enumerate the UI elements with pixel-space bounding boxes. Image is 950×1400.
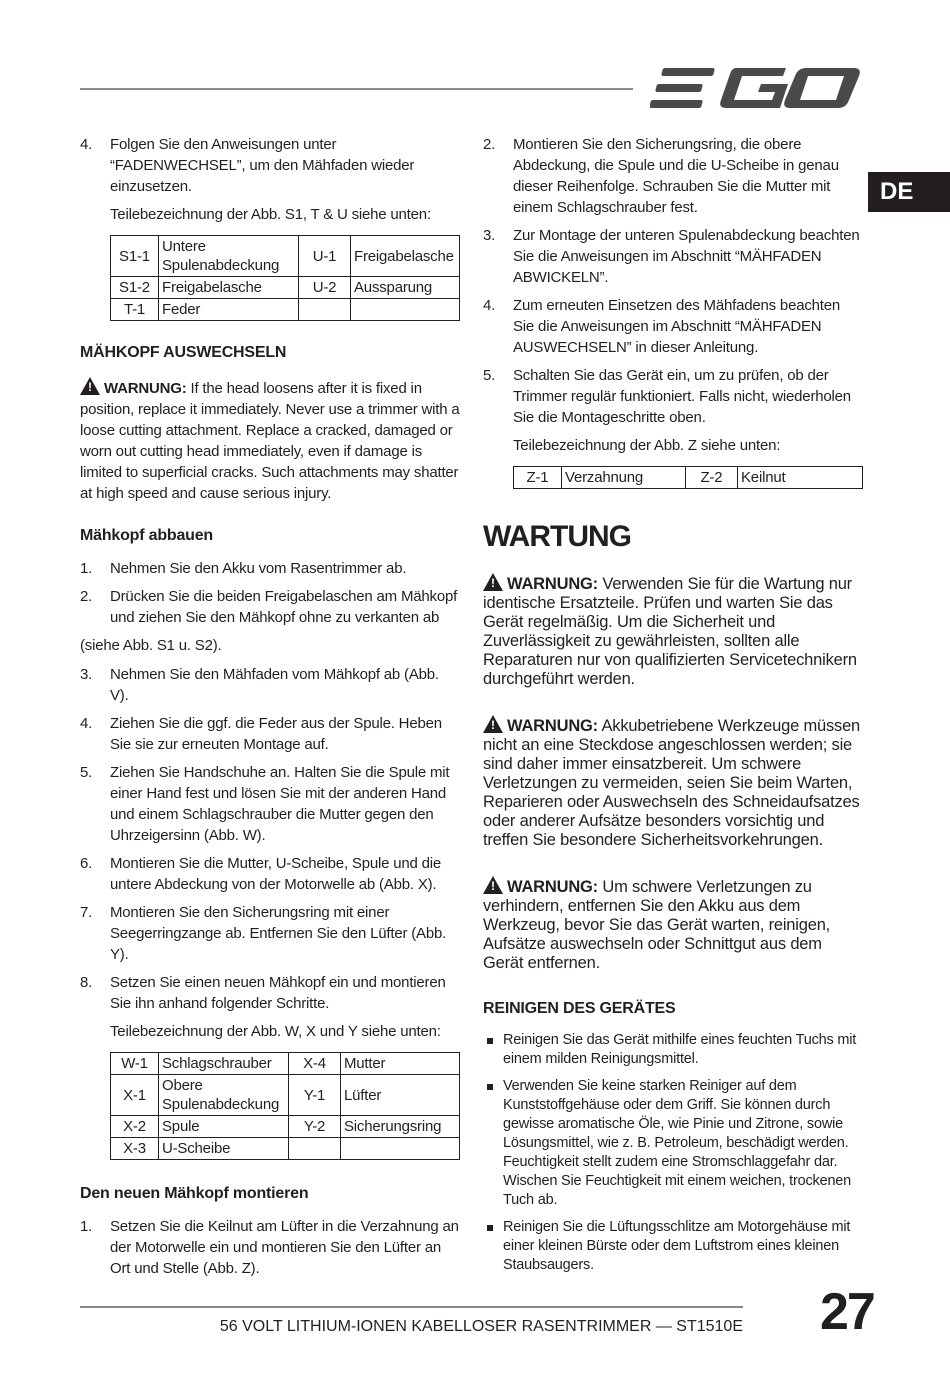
table-cell: Freigabelasche [159,277,299,299]
section-heading: REINIGEN DES GERÄTES [483,1000,676,1017]
sub-heading: Mähkopf abbauen [80,527,214,544]
list-item [80,558,460,579]
item-text: Ziehen Sie die ggf. die Feder aus der Spule. Heben Sie sie zur erneuten Montage auf. [110,715,442,753]
list-item [80,134,460,197]
table-cell: Obere Spulenabdeckung [159,1075,289,1116]
item-text: Montieren Sie den Sicherungsring, die obere Abdeckung, die Spule und die U-Scheibe in genau dieser Reihenfolge. Schrauben Sie die Mutter mit einem Schlagschrauber fest. [513,136,839,216]
parts-table-w-x-y [110,1052,460,1160]
table-cell: Untere Spulenabdeckung [159,236,299,277]
warning-icon: ! [80,377,100,395]
table-cell: X-3 [111,1138,159,1160]
warning-label: WARNUNG: [104,380,187,397]
list-item [80,972,460,1014]
table-caption: Teilebezeichnung der Abb. Z siehe unten: [513,437,781,454]
warning-label: WARNUNG: [507,717,598,735]
item-number: 4. [80,715,93,732]
table-caption: Teilebezeichnung der Abb. W, X und Y siehe unten: [110,1023,441,1040]
table-cell: U-2 [299,277,351,299]
item-text: Zum erneuten Einsetzen des Mähfadens beachten Sie die Anweisungen im Abschnitt “MÄHFADEN AUSWECHSELN” in dieser Anleitung. [513,297,841,356]
item-number: 1. [80,560,93,577]
sub-heading: Den neuen Mähkopf montieren [80,1185,309,1202]
list-item [80,853,460,895]
warning-label: WARNUNG: [507,878,598,896]
warning-text: If the head loosens after it is fixed in position, replace it immediately. Never use a trimmer with a loose cutting attachment. Replace a cracked, damaged or worn out cutting head immediately, even if damage is limited to superficial cracks. Such attachments may shatter at high speed and cause serious injury. [80,380,460,502]
table-cell: Schlagschrauber [159,1053,289,1075]
table-caption: Teilebezeichnung der Abb. S1, T & U siehe unten: [110,206,431,223]
item-number: 2. [80,588,93,605]
item-number: 3. [483,227,496,244]
warning-block [483,573,863,689]
table-cell [351,299,460,321]
table-cell: Keilnut [738,467,863,489]
list-item [483,134,863,218]
header-rule [80,88,633,90]
list-item [80,664,460,706]
warning-block [483,715,863,850]
table-cell: Spule [159,1116,289,1138]
table-cell [289,1138,341,1160]
list-item [80,713,460,755]
table-cell: Verzahnung [562,467,686,489]
item-text: Zur Montage der unteren Spulenabdeckung beachten Sie die Anweisungen im Abschnitt “MÄHFADEN ABWICKELN”. [513,227,860,286]
cleaning-list [483,1031,863,1275]
warning-text: Akkubetriebene Werkzeuge müssen nicht an eine Steckdose angeschlossen werden; sie sind daher immer einsatzbereit. Um schwere Verletzungen zu vermeiden, seien Sie beim Warten, Reparieren oder Auswechseln des Schneidaufsatzes oder anderer Aufsätze besonders vorsichtig und treffen Sie besondere Sicherheitsvorkehrungen. [483,717,861,849]
table-cell: Aussparung [351,277,460,299]
table-row [111,1075,460,1116]
section-title: WARTUNG [483,520,631,553]
ego-logo [650,64,862,112]
section-heading: MÄHKOPF AUSWECHSELN [80,344,287,361]
parts-table-z [513,466,863,489]
table-cell: Y-2 [289,1116,341,1138]
warning-text: Verwenden Sie für die Wartung nur identische Ersatzteile. Prüfen und warten Sie das Gerät regelmäßig. Um die Sicherheit und Zuverlässigkeit zu gewährleisten, sollten alle Reparaturen nur von qualifizierten Servicetechnikern durchgeführt werden. [483,575,857,688]
item-text: Schalten Sie das Gerät ein, um zu prüfen, ob der Trimmer regulär funktioniert. Falls nicht, wiederholen Sie die Montageschritte oben. [513,367,851,426]
table-row [111,1116,460,1138]
warning-icon: ! [483,715,503,733]
table-row [514,467,863,489]
warning-icon: ! [483,573,503,591]
table-cell: X-1 [111,1075,159,1116]
table-cell: S1-2 [111,277,159,299]
table-row [111,1053,460,1075]
table-cell: Lüfter [341,1075,460,1116]
language-tab: DE [868,172,950,212]
item-number: 3. [80,666,93,683]
right-column [483,134,863,1283]
item-text: Folgen Sie den Anweisungen unter “FADENWECHSEL”, um den Mähfaden wieder einzusetzen. [110,136,415,195]
warning-block [483,876,863,973]
list-item: Reinigen Sie das Gerät mithilfe eines feuchten Tuchs mit einem milden Reinigungsmittel. [483,1031,863,1069]
table-cell [341,1138,460,1160]
parts-table-s1-t-u [110,235,460,321]
item-text: Setzen Sie die Keilnut am Lüfter in die Verzahnung an der Motorwelle ein und montieren Sie den Lüfter an Ort und Stelle (Abb. Z). [110,1218,459,1277]
table-cell: S1-1 [111,236,159,277]
item-number: 5. [80,764,93,781]
item-number: 2. [483,136,496,153]
item-text: Montieren Sie den Sicherungsring mit einer Seegerringzange ab. Entfernen Sie den Lüfter (Abb. Y). [110,904,447,963]
table-cell: X-4 [289,1053,341,1075]
table-cell: Mutter [341,1053,460,1075]
table-cell: Z-2 [686,467,738,489]
list-item [483,225,863,288]
table-cell: U-1 [299,236,351,277]
item-text: Montieren Sie die Mutter, U-Scheibe, Spule und die untere Abdeckung von der Motorwelle ab (Abb. X). [110,855,442,893]
list-item: Verwenden Sie keine starken Reiniger auf dem Kunststoffgehäuse oder dem Griff. Sie können durch gewisse aromatische Öle, wie Pinie und Zitrone, sowie Lösungsmittel, wie z. B. Petroleum, beschädigt werden. Feuchtigkeit stellt zudem eine Stromschlaggefahr dar. Wischen Sie Feuchtigkeit mit einem weichen, trockenen Tuch ab. [483,1077,863,1210]
list-item [483,295,863,358]
step-note: (siehe Abb. S1 u. S2). [80,637,222,654]
item-text: Ziehen Sie Handschuhe an. Halten Sie die Spule mit einer Hand fest und lösen Sie mit der anderen Hand und einem Schlagschrauber die Mutter gegen den Uhrzeigersinn (Abb. W). [110,764,450,844]
table-cell: Y-1 [289,1075,341,1116]
item-text: Nehmen Sie den Akku vom Rasentrimmer ab. [110,560,407,577]
list-item [483,365,863,428]
item-text: Setzen Sie einen neuen Mähkopf ein und montieren Sie ihn anhand folgender Schritte. [110,974,446,1012]
table-row [111,299,460,321]
warning-label: WARNUNG: [507,575,598,593]
item-number: 4. [483,297,496,314]
table-cell: Feder [159,299,299,321]
table-cell: Z-1 [514,467,562,489]
footer-rule [80,1306,743,1308]
list-item [80,1216,460,1279]
table-cell [299,299,351,321]
table-cell: X-2 [111,1116,159,1138]
table-row [111,277,460,299]
table-cell: W-1 [111,1053,159,1075]
table-cell: Sicherungsring [341,1116,460,1138]
item-number: 7. [80,904,93,921]
warning-icon: ! [483,876,503,894]
list-item [80,586,460,628]
item-number: 4. [80,136,93,153]
table-cell: Freigabelasche [351,236,460,277]
list-item [80,762,460,846]
footer-title: 56 VOLT LITHIUM-IONEN KABELLOSER RASENTRIMMER — ST1510E [219,1318,743,1335]
table-row [111,1138,460,1160]
list-item [80,902,460,965]
warning-text: Um schwere Verletzungen zu verhindern, entfernen Sie den Akku aus dem Werkzeug, bevor Sie das Gerät warten, reinigen, Aufsätze auswechseln oder Schnittgut aus dem Gerät entfernen. [483,878,831,972]
warning-block [80,377,460,504]
table-cell: T-1 [111,299,159,321]
item-text: Nehmen Sie den Mähfaden vom Mähkopf ab (Abb. V). [110,666,439,704]
item-text: Drücken Sie die beiden Freigabelaschen am Mähkopf und ziehen Sie den Mähkopf ohne zu verkanten ab [110,588,458,626]
item-number: 5. [483,367,496,384]
item-number: 8. [80,974,93,991]
left-column [80,134,460,1286]
table-row [111,236,460,277]
item-number: 1. [80,1218,93,1235]
item-number: 6. [80,855,93,872]
list-item: Reinigen Sie die Lüftungsschlitze am Motorgehäuse mit einer kleinen Bürste oder dem Luftstrom eines kleinen Staubsaugers. [483,1218,863,1275]
page-number: 27 [820,1283,874,1341]
table-cell: U-Scheibe [159,1138,289,1160]
